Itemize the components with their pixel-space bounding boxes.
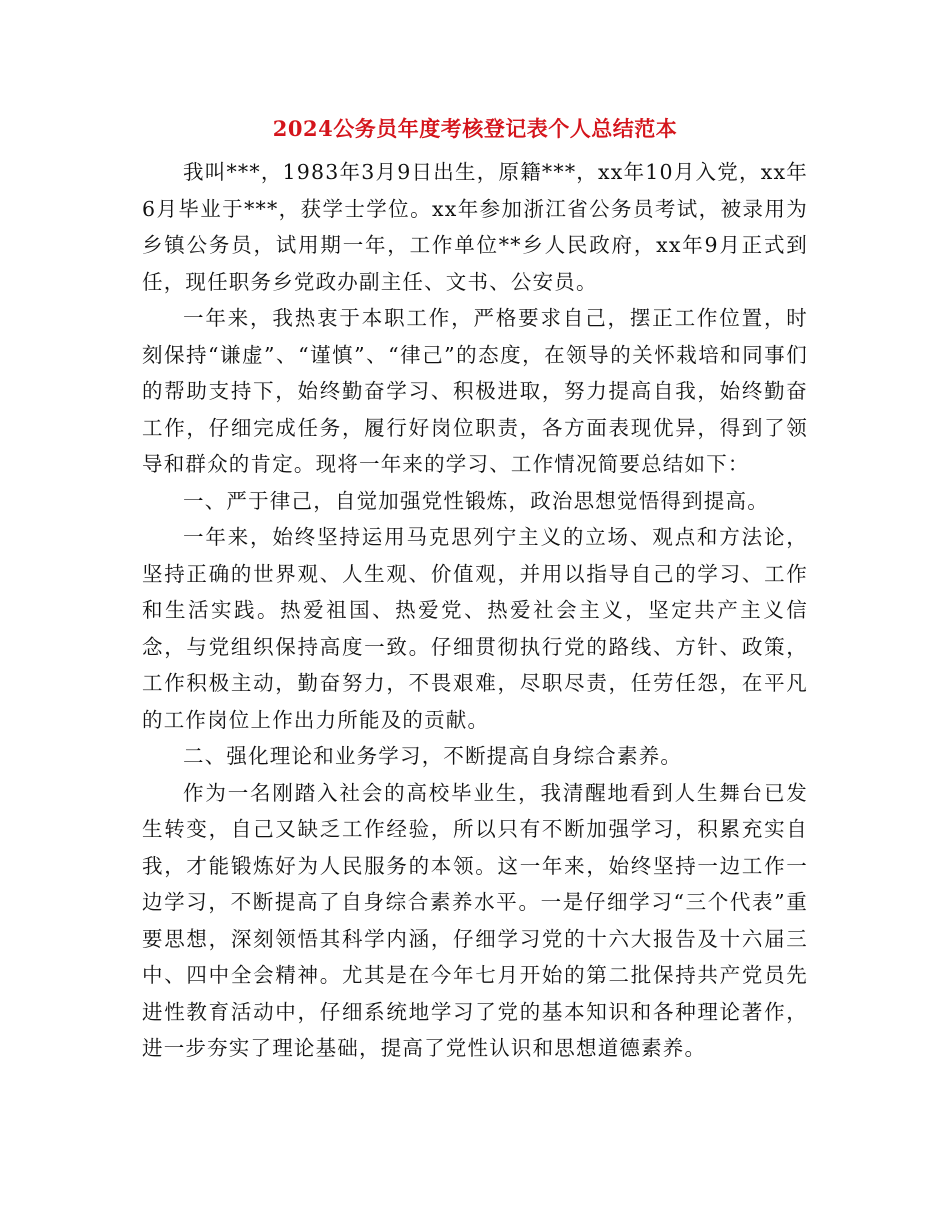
paragraph-introduction: 一年来，我热衷于本职工作，严格要求自己，摆正工作位置，时刻保持“谦虚”、“谨慎”、“律己”的态度，在领导的关怀栽培和同事们的帮助支持下，始终勤奋学习、积极进取，努力提高自我，始终勤奋工作，仔细完成任务，履行好岗位职责，各方面表现优异，得到了领导和群众的肯定。现将一年来的学习、工作情况简要总结如下： — [142, 306, 808, 476]
section-heading-two: 二、强化理论和业务学习，不断提高自身综合素养。 — [183, 744, 683, 768]
section-heading-one: 一、严于律己，自觉加强党性锻炼，政治思想觉悟得到提高。 — [183, 488, 769, 513]
paragraph-section-one: 一年来，始终坚持运用马克思列宁主义的立场、观点和方法论，坚持正确的世界观、人生观、价值观，并用以指导自己的学习、工作和生活实践。热爱祖国、热爱党、热爱社会主义，坚定共产主义信念，与党组织保持高度一致。仔细贯彻执行党的路线、方针、政策，工作积极主动，勤奋努力，不畏艰难，尽职尽责，任劳任怨，在平凡的工作岗位上作出力所能及的贡献。 — [142, 525, 808, 732]
paragraph-personal-info: 我叫***，1983年3月9日出生，原籍***，xx年10月入党，xx年6月毕业于***，获学士学位。xx年参加浙江省公务员考试，被录用为乡镇公务员，试用期一年，工作单位**乡人民政府，xx年9月正式到任，现任职务乡党政办副主任、文书、公安员。 — [142, 160, 808, 294]
document-title: 2024公务员年度考核登记表个人总结范本 — [272, 116, 678, 141]
paragraph-section-two: 作为一名刚踏入社会的高校毕业生，我清醒地看到人生舞台已发生转变，自己又缺乏工作经验，所以只有不断加强学习，积累充实自我，才能锻炼好为人民服务的本领。这一年来，始终坚持一边工作一边学习，不断提高了自身综合素养水平。一是仔细学习“三个代表”重要思想，深刻领悟其科学内涵，仔细学习党的十六大报告及十六届三中、四中全会精神。尤其是在今年七月开始的第二批保持共产党员先进性教育活动中，仔细系统地学习了党的基本知识和各种理论著作，进一步夯实了理论基础，提高了党性认识和思想道德素养。 — [142, 780, 808, 1060]
